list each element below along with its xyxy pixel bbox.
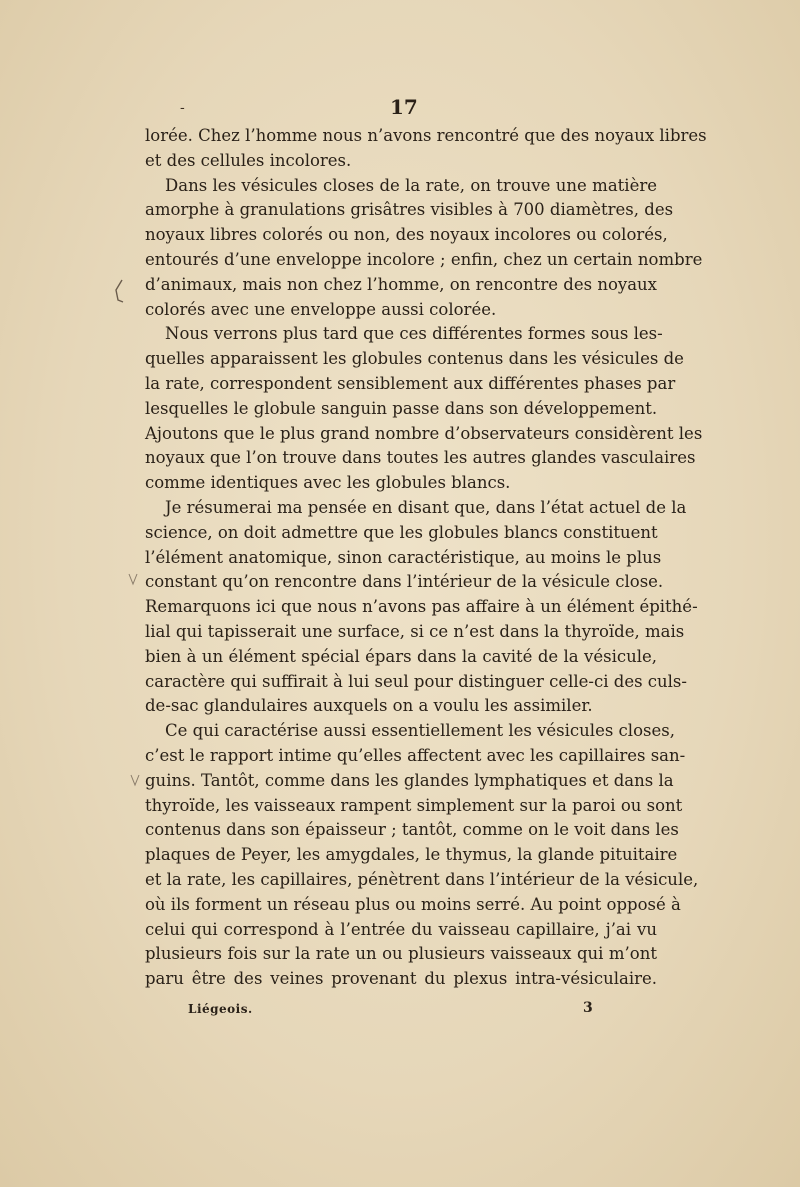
text-line: comme identiques avec les globules blancs. <box>145 473 511 493</box>
text-line: Ajoutons que le plus grand nombre d’observateurs considèrent les <box>145 423 703 443</box>
text-line: de-sac glandulaires auxquels on a voulu les assimiler. <box>145 696 593 716</box>
text-line: bien à un élément spécial épars dans la cavité de la vésicule, <box>145 646 657 666</box>
text-line: Je résumerai ma pensée en disant que, dans l’état actuel de la <box>165 497 687 517</box>
text-line: où ils forment un réseau plus ou moins serré. Au point opposé à <box>145 894 681 914</box>
text-line: entourés d’une enveloppe incolore ; enfin, chez un certain nombre <box>145 249 703 269</box>
pencil-mark-icon <box>112 278 126 304</box>
text-line: plusieurs fois sur la rate un ou plusieurs vaisseaux qui m’ont <box>145 944 657 964</box>
text-line: lorée. Chez l’homme nous n’avons rencontré que des noyaux libres <box>145 126 707 145</box>
text-line: colorés avec une enveloppe aussi colorée. <box>145 299 497 319</box>
text-line: Remarquons ici que nous n’avons pas affaire à un élément épithé- <box>145 597 698 617</box>
pencil-tick-icon <box>128 572 138 586</box>
text-line: et la rate, les capillaires, pénètrent dans l’intérieur de la vésicule, <box>145 869 699 889</box>
text-line: science, on doit admettre que les globules blancs constituent <box>145 522 658 542</box>
text-line: guins. Tantôt, comme dans les glandes lymphatiques et dans la <box>145 770 674 790</box>
text-line: paru être des veines provenant du plexus intra-vésiculaire. <box>145 969 657 989</box>
text-line: celui qui correspond à l’entrée du vaisseau capillaire, j’ai vu <box>145 919 657 939</box>
signature-number: 3 <box>583 1000 593 1016</box>
text-line: la rate, correspondent sensiblement aux différentes phases par <box>145 373 676 393</box>
text-line: amorphe à granulations grisâtres visibles à 700 diamètres, des <box>145 200 674 220</box>
text-line: Ce qui caractérise aussi essentiellement les vésicules closes, <box>165 721 675 741</box>
text-line: lial qui tapisserait une surface, si ce n’est dans la thyroïde, mais <box>145 621 685 641</box>
text-line: thyroïde, les vaisseaux rampent simplement sur la paroi ou sont <box>145 795 683 815</box>
page-number: 17 <box>390 95 418 119</box>
text-line: et des cellules incolores. <box>145 150 352 170</box>
text-line: lesquelles le globule sanguin passe dans son développement. <box>145 398 658 418</box>
text-line: c’est le rapport intime qu’elles affectent avec les capillaires san- <box>145 745 686 765</box>
text-line: Nous verrons plus tard que ces différentes formes sous les- <box>165 324 663 344</box>
text-line: l’élément anatomique, sinon caractéristique, au moins le plus <box>145 547 662 567</box>
text-line: plaques de Peyer, les amygdales, le thymus, la glande pituitaire <box>145 845 678 865</box>
text-line: noyaux que l’on trouve dans toutes les autres glandes vasculaires <box>145 448 696 468</box>
body-text <box>145 124 707 992</box>
text-line: constant qu’on rencontre dans l’intérieur de la vésicule close. <box>145 572 664 592</box>
text-line: Dans les vésicules closes de la rate, on trouve une matière <box>165 175 657 195</box>
pencil-tick-icon <box>130 773 140 787</box>
header-mark: - <box>180 100 185 116</box>
footer-signature: Liégeois. <box>188 1002 253 1016</box>
text-line: quelles apparaissent les globules contenus dans les vésicules de <box>145 349 684 369</box>
text-line: caractère qui suffirait à lui seul pour distinguer celle-ci des culs- <box>145 671 687 691</box>
text-line: d’animaux, mais non chez l’homme, on rencontre des noyaux <box>145 274 657 294</box>
text-line: contenus dans son épaisseur ; tantôt, comme on le voit dans les <box>145 820 679 840</box>
text-line: noyaux libres colorés ou non, des noyaux incolores ou colorés, <box>145 225 668 245</box>
